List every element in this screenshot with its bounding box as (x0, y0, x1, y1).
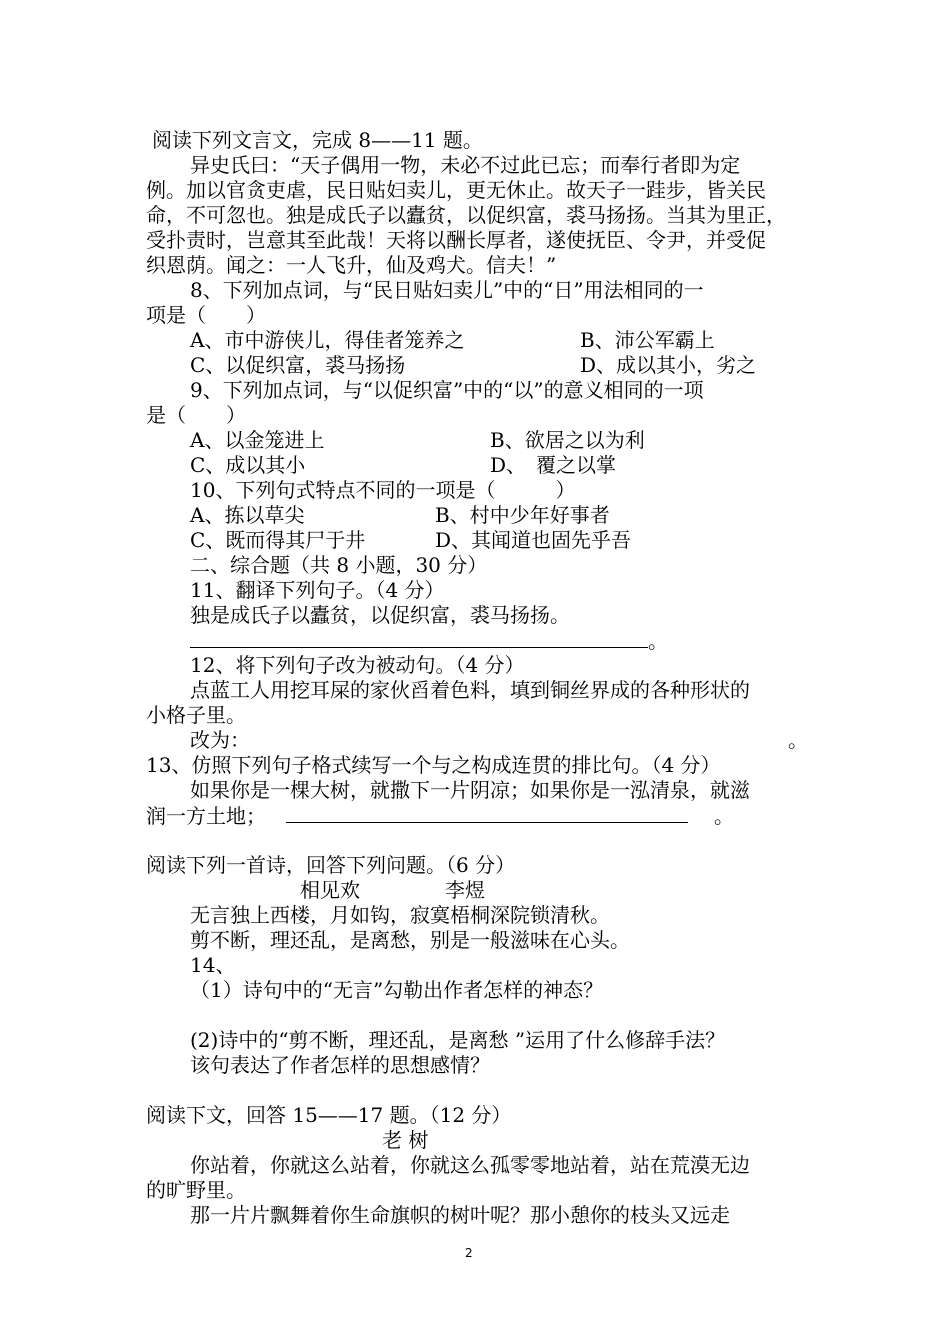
q11-answer-line (190, 627, 668, 654)
q13-line-2-text: 润一方土地； (146, 804, 266, 828)
classical-line-2: 例。加以官贪吏虐，民日贴妇卖儿，更无休止。故天子一跬步，皆关民 (146, 178, 766, 202)
classical-intro: 阅读下列文言文，完成 8——11 题。 (152, 128, 483, 152)
q11-sentence: 独是成氏子以蠹贫，以促织富，裘马扬扬。 (190, 603, 570, 627)
poem-intro: 阅读下列一首诗，回答下列问题。（6 分） (146, 853, 516, 877)
q9-option-b: B、欲居之以为利 (490, 428, 645, 452)
page-number: 2 (465, 1246, 473, 1260)
q8-option-a: A、市中游侠儿，得佳者笼养之 (190, 328, 465, 352)
classical-line-4: 受扑责时，岂意其至此哉！天将以酬长厚者，遂使抚臣、令尹，并受促 (146, 228, 766, 252)
q10-stem: 10、下列句式特点不同的一项是（ ） (190, 478, 576, 502)
q9-option-d: D、 覆之以掌 (490, 453, 617, 477)
q12-line-1: 点蓝工人用挖耳屎的家伙舀着色料，填到铜丝界成的各种形状的 (190, 678, 750, 702)
prose-line-2: 的旷野里。 (146, 1178, 246, 1202)
classical-line-5: 织恩荫。闻之：一人飞升，仙及鸡犬。信夫！” (146, 253, 557, 277)
q8-option-b: B、沛公军霸上 (580, 328, 715, 352)
poem-title: 相见欢 (300, 878, 360, 902)
q11-answer-end: 。 (648, 629, 668, 653)
prose-intro: 阅读下文，回答 15——17 题。（12 分） (146, 1103, 512, 1127)
q9-option-a: A、以金笼进上 (190, 428, 325, 452)
q12-line-2: 小格子里。 (146, 703, 246, 727)
q9-stem-line-2: 是（ ） (146, 403, 246, 427)
classical-line-3: 命，不可忽也。独是成氏子以蠹贫，以促织富，裘马扬扬。当其为里正， (146, 203, 786, 227)
q10-option-c: C、既而得其尸于井 (190, 528, 366, 552)
q14-part-1: （1）诗句中的“无言”勾勒出作者怎样的神态？ (190, 978, 604, 1002)
poem-line-1: 无言独上西楼，月如钩，寂寞梧桐深院锁清秋。 (190, 903, 610, 927)
q13-stem: 13、仿照下列句子格式续写一个与之构成连贯的排比句。（4 分） (146, 753, 721, 777)
q14-number: 14、 (190, 953, 236, 977)
q14-part-2: (2)诗中的“剪不断，理还乱，是离愁 ”运用了什么修辞手法？ (190, 1028, 726, 1052)
q12-answer-end: 。 (788, 728, 808, 752)
q13-line-1: 如果你是一棵大树，就撒下一片阴凉；如果你是一泓清泉，就滋 (190, 778, 750, 802)
classical-line-1: 异史氏曰：“天子偶用一物，未必不过此已忘；而奉行者即为定 (190, 153, 741, 177)
prose-line-3: 那一片片飘舞着你生命旗帜的树叶呢？那小憩你的枝头又远走 (190, 1203, 730, 1227)
q12-stem: 12、将下列句子改为被动句。（4 分） (190, 653, 525, 677)
poem-line-2: 剪不断，理还乱，是离愁，别是一般滋味在心头。 (190, 928, 630, 952)
q8-option-d: D、成以其小，劣之 (580, 353, 757, 377)
q14-part-2b: 该句表达了作者怎样的思想感情？ (190, 1053, 490, 1077)
q10-option-b: B、村中少年好事者 (435, 503, 610, 527)
q10-option-d: D、其闻道也固先乎吾 (435, 528, 632, 552)
q8-stem-line-2: 项是（ ） (146, 303, 266, 327)
q11-answer-blank[interactable] (190, 627, 648, 648)
q13-answer-end: 。 (714, 804, 734, 828)
q10-option-a: A、拣以草尖 (190, 503, 305, 527)
prose-title: 老 树 (382, 1128, 429, 1152)
q13-line-2 (146, 802, 734, 829)
poem-author: 李煜 (445, 878, 485, 902)
q13-answer-blank[interactable] (286, 802, 688, 823)
prose-line-1: 你站着，你就这么站着，你就这么孤零零地站着，站在荒漠无边 (190, 1153, 750, 1177)
q8-option-c: C、以促织富，裘马扬扬 (190, 353, 406, 377)
q11-stem: 11、翻译下列句子。（4 分） (190, 578, 445, 602)
q12-change-label: 改为： (190, 728, 250, 752)
q8-stem-line-1: 8、下列加点词，与“民日贴妇卖儿”中的“日”用法相同的一 (190, 278, 704, 302)
q9-option-c: C、成以其小 (190, 453, 306, 477)
section-2-heading: 二、综合题（共 8 小题，30 分） (190, 553, 488, 577)
q9-stem-line-1: 9、下列加点词，与“以促织富”中的“以”的意义相同的一项 (190, 378, 704, 402)
